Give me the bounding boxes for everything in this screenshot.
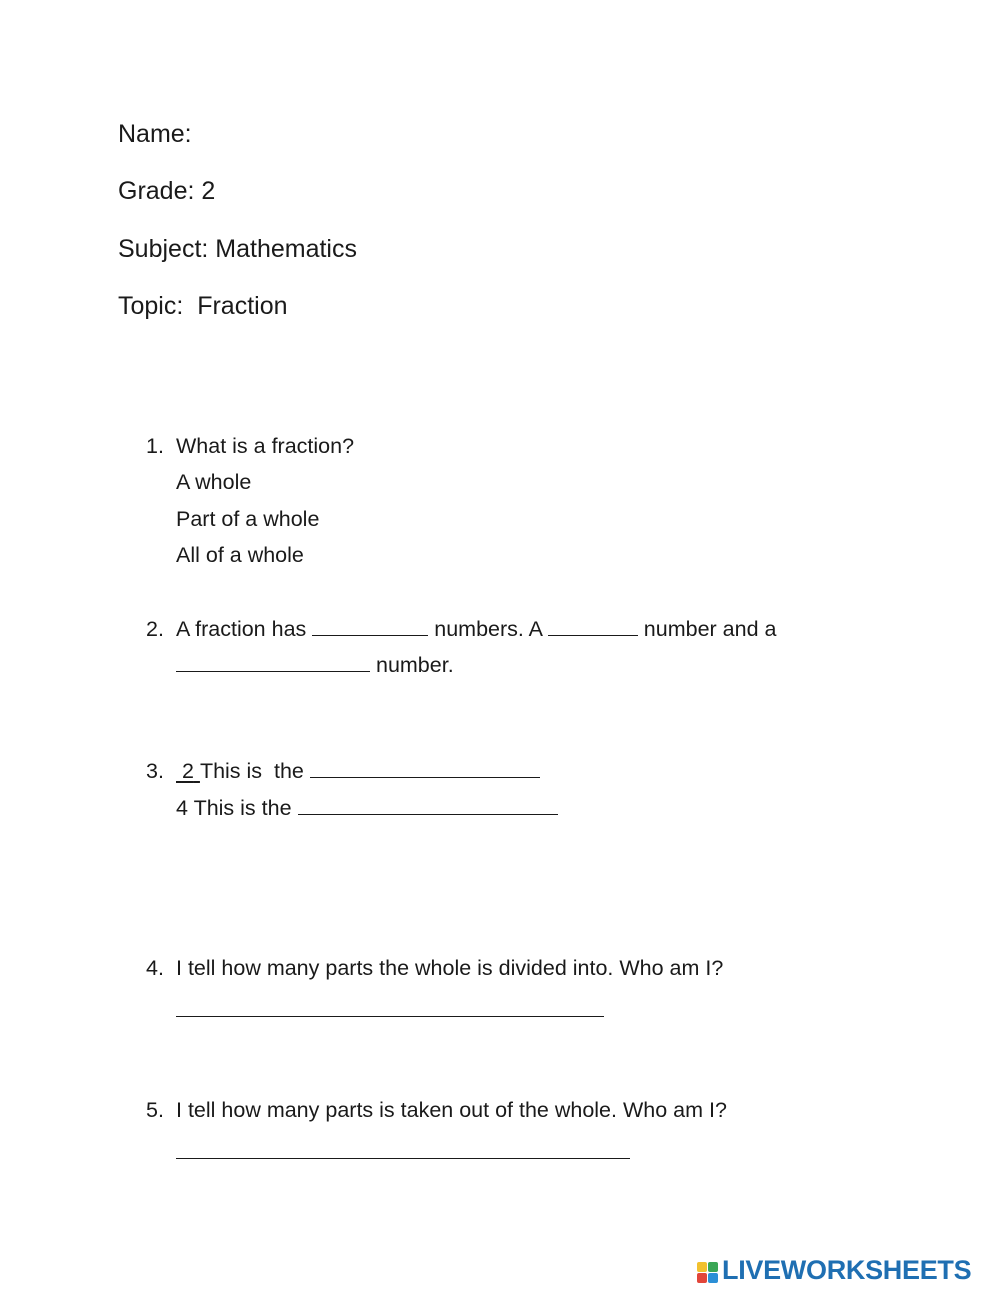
question-3-text-b: This is the <box>193 796 292 820</box>
name-label: Name: <box>118 120 192 148</box>
question-5-number: 5. <box>146 1098 164 1122</box>
question-2-blank-2[interactable] <box>548 617 638 636</box>
question-2-text-d: number. <box>375 653 454 677</box>
question-3-line-1 <box>176 759 540 784</box>
question-4-number: 4. <box>146 956 164 980</box>
question-1-text: What is a fraction? <box>176 434 355 458</box>
question-2-text-c: number and a <box>643 617 777 641</box>
logo-tile-e <box>708 1273 718 1283</box>
logo-text: LIVEWORKSHEETS <box>722 1254 972 1285</box>
question-5-text: I tell how many parts is taken out of the whole. Who am I? <box>176 1098 727 1122</box>
question-2-line-2 <box>176 653 454 678</box>
topic-label: Topic: Fraction <box>118 292 288 320</box>
logo-blocks-icon <box>697 1262 718 1283</box>
question-2-blank-3[interactable] <box>176 653 370 672</box>
question-3-blank-2[interactable] <box>298 796 558 815</box>
question-3-text-a: This is the <box>199 759 304 783</box>
question-2-text-b: numbers. A <box>434 617 542 641</box>
question-2-number: 2. <box>146 617 164 641</box>
question-1-option-3[interactable]: All of a whole <box>176 543 304 567</box>
question-2-text-a: A fraction has <box>176 617 307 641</box>
question-2-line-1 <box>176 617 776 642</box>
logo-tile-l <box>697 1262 707 1272</box>
question-5-answer-line[interactable] <box>176 1158 630 1159</box>
question-2-blank-1[interactable] <box>312 617 428 636</box>
question-1-option-1[interactable]: A whole <box>176 470 252 494</box>
logo-tile-i <box>708 1262 718 1272</box>
question-1-number: 1. <box>146 434 164 458</box>
question-3-blank-1[interactable] <box>310 759 540 778</box>
grade-label: Grade: 2 <box>118 177 216 205</box>
fraction-denominator: 4 <box>176 796 188 820</box>
question-4-answer-line[interactable] <box>176 1016 604 1017</box>
question-3-number: 3. <box>146 759 164 783</box>
fraction-numerator: 2 <box>181 759 194 783</box>
subject-label: Subject: Mathematics <box>118 235 357 263</box>
liveworksheets-logo <box>697 1255 971 1285</box>
question-1-option-2[interactable]: Part of a whole <box>176 507 320 531</box>
question-4-text: I tell how many parts the whole is divided into. Who am I? <box>176 956 724 980</box>
question-3-line-2 <box>176 796 558 821</box>
logo-tile-v <box>697 1273 707 1283</box>
